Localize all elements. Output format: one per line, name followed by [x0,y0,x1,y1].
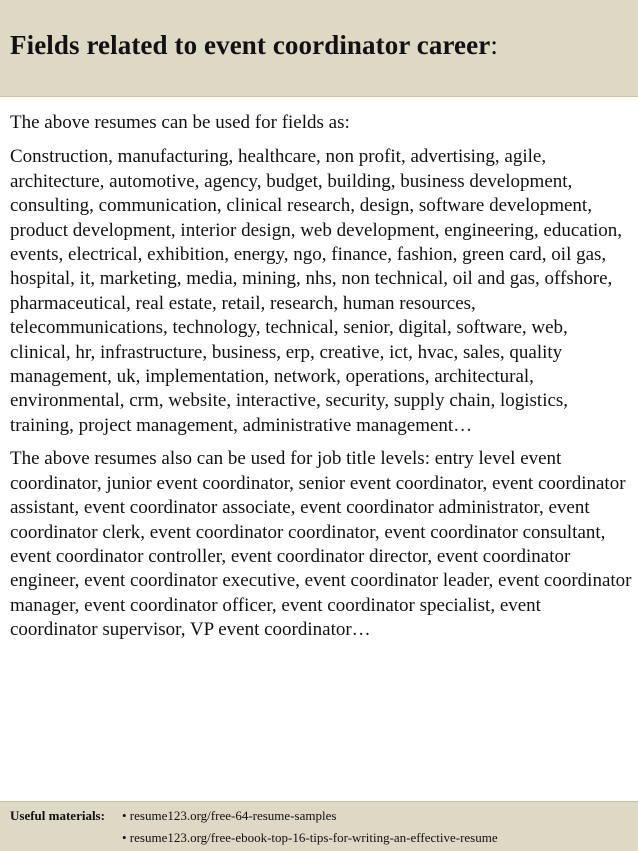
intro-text: The above resumes can be used for fields as: [10,112,350,133]
page-title [10,30,498,61]
page-title-text: Fields related to event coordinator career [10,30,491,60]
job-levels-text: The above resumes also can be used for job title levels: entry level event coordinator, junior event coordinator, senior event coordinator, event coordinator assistant, event coordinator associate, event coordinator administrator, event coordinator clerk, event coordinator coordinator, event coordinator consultant, event coordinator controller, event coordinator director, event coordinator engineer, event coordinator executive, event coordinator leader, event coordinator manager, event coordinator officer, event coordinator specialist, event coordinator supervisor, VP event coordinator… [10,448,632,641]
footer-link-resume-samples[interactable]: • resume123.org/free-64-resume-samples [122,808,337,823]
fields-list-text: Construction, manufacturing, healthcare, non profit, advertising, agile, architecture, automotive, agency, budget, building, business development, consulting, communication, clinical research, design, software development, product development, interior design, web development, engineering, education, events, electrical, exhibition, energy, ngo, finance, fashion, green card, oil gas, hospital, it, marketing, media, mining, nhs, non technical, oil and gas, offshore, pharmaceutical, real estate, retail, research, human resources, telecommunications, technology, technical, senior, digital, software, web, clinical, hr, infrastructure, business, erp, creative, ict, hvac, sales, quality management, uk, implementation, network, operations, architectural, environmental, crm, website, interactive, security, supply chain, logistics, training, project management, administrative management… [10,146,623,436]
useful-materials-label [10,808,105,824]
page-title-colon: : [490,30,498,60]
main-content [10,111,632,652]
useful-materials-label-colon: : [100,808,105,823]
useful-materials-label-text: Useful materials [10,808,101,823]
header-band [0,0,638,97]
footer-band [0,801,638,851]
footer-link-ebook-tips[interactable]: • resume123.org/free-ebook-top-16-tips-for-writing-an-effective-resume [122,830,498,845]
